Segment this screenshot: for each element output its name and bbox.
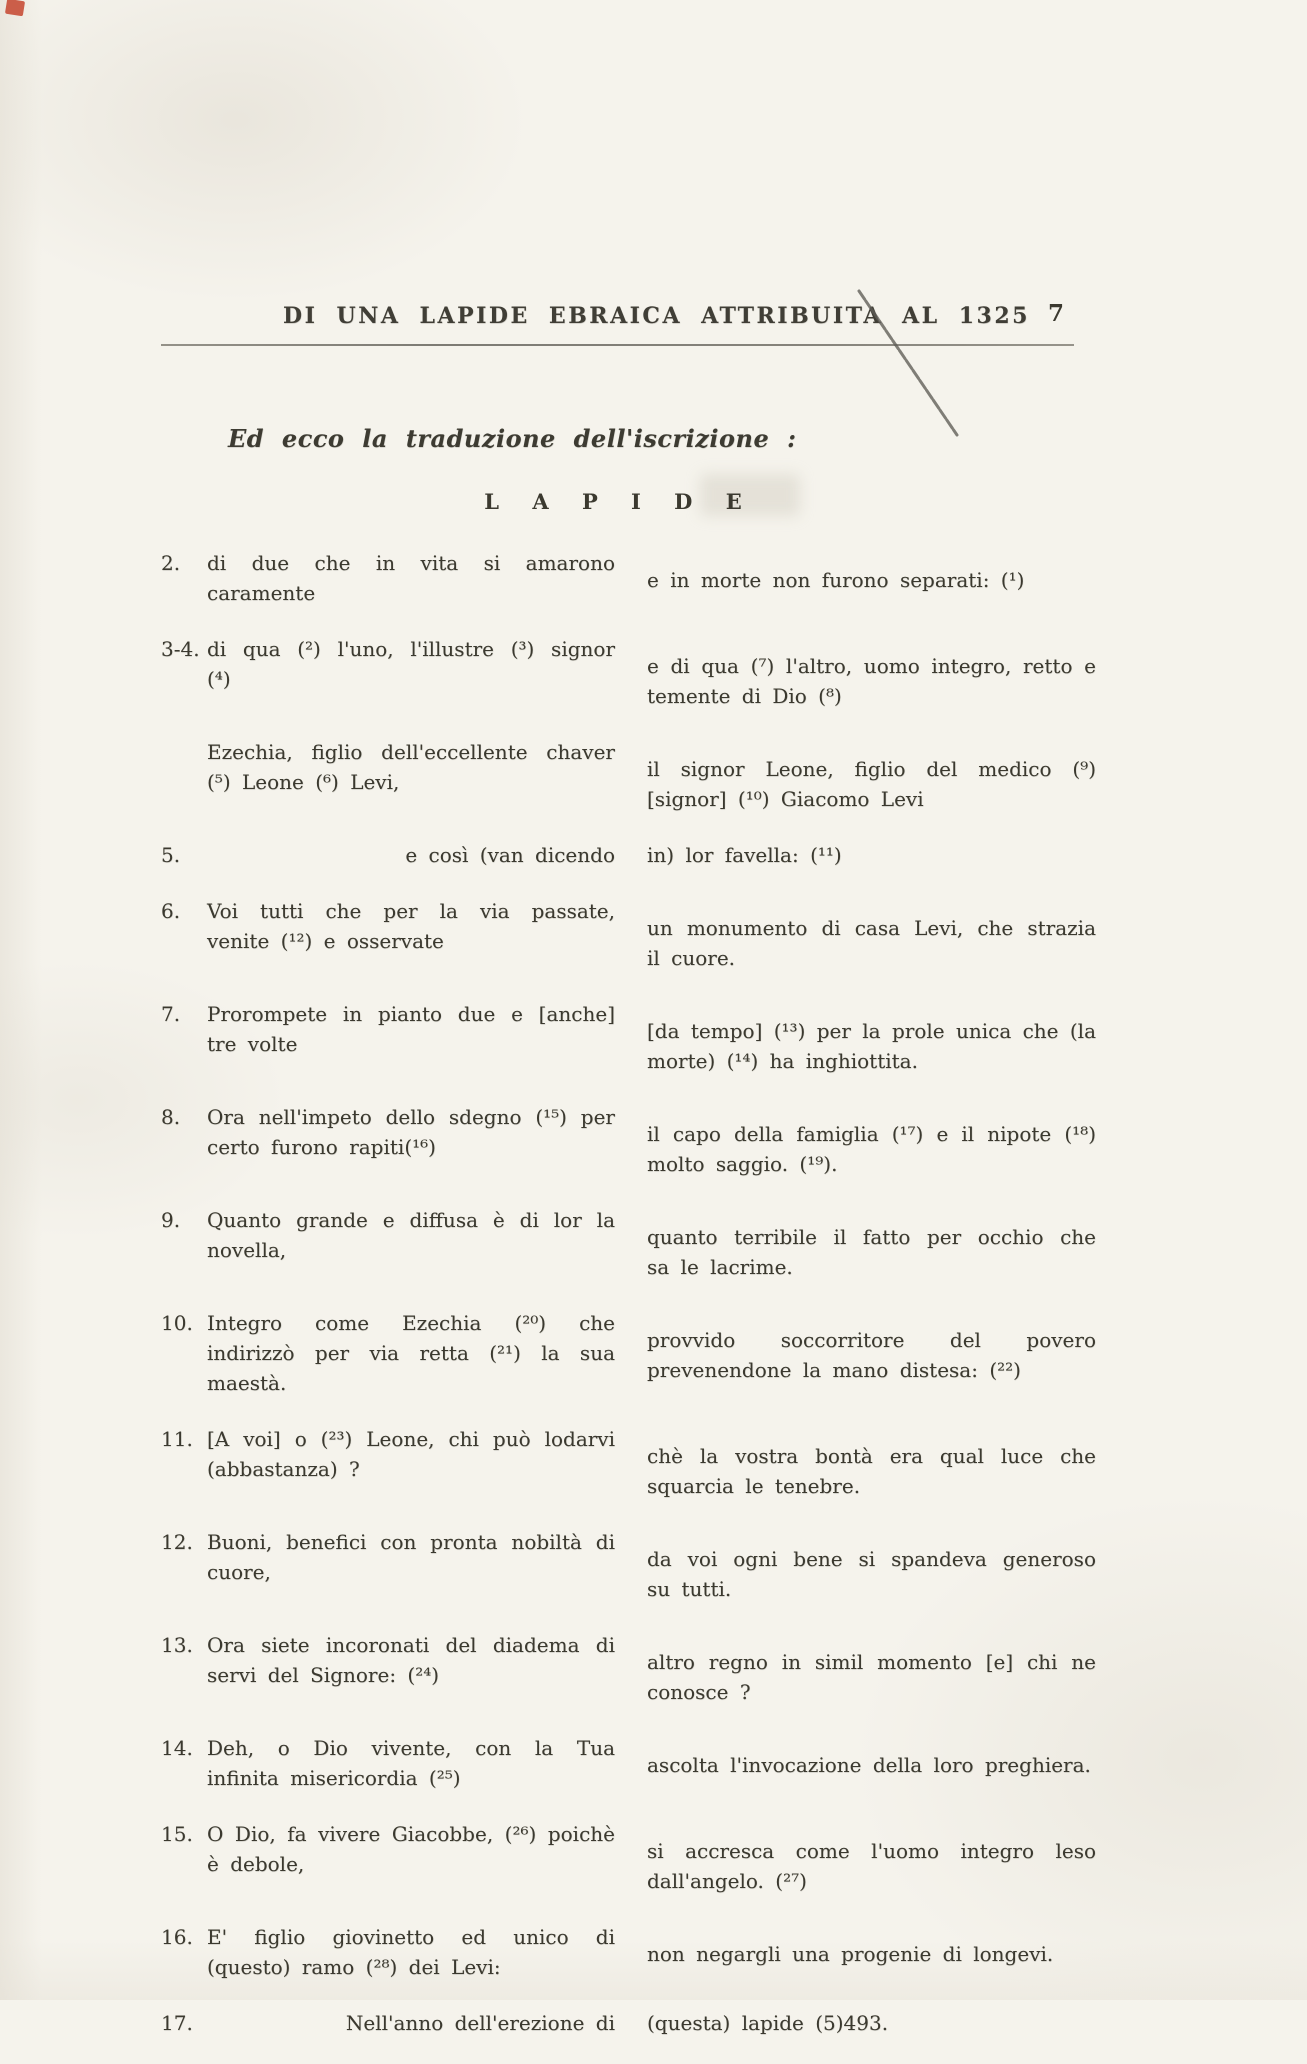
verse-row — [161, 1308, 1096, 1398]
verse-left-text: Ora siete incoronati del diadema di servi del Signore: (²⁴) — [207, 1633, 615, 1687]
verse-number: 17. — [161, 2011, 193, 2035]
verse-row — [161, 1205, 1096, 1282]
verse-row — [161, 1819, 1096, 1896]
section-title: L A P I D E — [484, 489, 749, 514]
verse-row — [161, 737, 1096, 814]
verse-left-text: Ezechia, figlio dell'eccellente chaver (⁵) Leone (⁶) Levi, — [207, 740, 615, 794]
intro-line: Ed ecco la traduzione dell'iscrizione : — [228, 424, 797, 453]
verse-number: 15. — [161, 1822, 193, 1846]
verse-right-text: da voi ogni bene si spandeva generoso su tutti. — [647, 1547, 1096, 1601]
verse-right-text: il capo della famiglia (¹⁷) e il nipote (¹⁸) molto saggio. (¹⁹). — [647, 1122, 1096, 1176]
verse-row — [161, 999, 1096, 1076]
verse-row — [161, 1424, 1096, 1501]
verse-number: 2. — [161, 551, 181, 575]
verse-left-text: Buoni, benefici con pronta nobiltà di cuore, — [207, 1530, 615, 1584]
verse-row — [161, 840, 1096, 870]
verse-right-text: [da tempo] (¹³) per la prole unica che (la morte) (¹⁴) ha inghiottita. — [647, 1019, 1096, 1073]
verse-number — [161, 737, 207, 814]
verse-number: 7. — [161, 1002, 181, 1026]
pen-scratch-mark — [845, 283, 975, 448]
verse-row — [161, 2008, 1096, 2038]
verse-left-text: Integro come Ezechia (²⁰) che indirizzò per via retta (²¹) la sua maestà. — [207, 1311, 615, 1395]
verse-left-text: O Dio, fa vivere Giacobbe, (²⁶) poichè è debole, — [207, 1822, 615, 1876]
verse-number: 16. — [161, 1925, 193, 1949]
verse-right-text: in) lor favella: (¹¹) — [647, 843, 842, 867]
verse-number: 10. — [161, 1311, 193, 1335]
verse-number: 3-4. — [161, 637, 200, 661]
verse-right-text: e in morte non furono separati: (¹) — [647, 568, 1025, 592]
translation-columns — [161, 548, 1096, 2064]
verse-left-text: [A voi] o (²³) Leone, chi può lodarvi (abbastanza) ? — [207, 1427, 615, 1481]
verse-number: 5. — [161, 843, 181, 867]
running-title: DI UNA LAPIDE EBRAICA ATTRIBUITA AL 1325 — [283, 303, 1030, 329]
verse-number: 12. — [161, 1530, 193, 1554]
verse-left-text: Quanto grande e diffusa è di lor la novella, — [207, 1208, 615, 1262]
verse-right-text: provvido soccorritore del povero prevenendone la mano distesa: (²²) — [647, 1328, 1096, 1382]
verse-left-text: Ora nell'impeto dello sdegno (¹⁵) per certo furono rapiti(¹⁶) — [207, 1105, 615, 1159]
verse-right-text: (questa) lapide (5)493. — [647, 2011, 889, 2035]
verse-number: 6. — [161, 899, 181, 923]
verse-left-text: Voi tutti che per la via passate, venite (¹²) e osservate — [207, 899, 615, 953]
verse-left-text: e così (van dicendo — [405, 843, 615, 867]
verse-number: 11. — [161, 1427, 193, 1451]
verse-right-text: un monumento di casa Levi, che strazia il cuore. — [647, 916, 1096, 970]
verse-number: 9. — [161, 1208, 181, 1232]
verse-row — [161, 548, 1096, 608]
verse-row — [161, 1527, 1096, 1604]
verse-row — [161, 896, 1096, 973]
verse-right-text: non negargli una progenie di longevi. — [647, 1942, 1054, 1966]
verse-number: 14. — [161, 1736, 193, 1760]
verse-right-text: il signor Leone, figlio del medico (⁹) [signor] (¹⁰) Giacomo Levi — [647, 757, 1096, 811]
verse-row — [161, 1733, 1096, 1793]
verse-left-text: Nell'anno dell'erezione di — [345, 2011, 615, 2035]
red-mark — [5, 0, 25, 16]
verse-number: 13. — [161, 1633, 193, 1657]
verse-left-text: di due che in vita si amarono caramente — [207, 551, 615, 605]
verse-left-text: Prorompete in pianto due e [anche] tre volte — [207, 1002, 615, 1056]
verse-row — [161, 1922, 1096, 1982]
verse-right-text: altro regno in simil momento [e] chi ne conosce ? — [647, 1650, 1096, 1704]
verse-right-text: e di qua (⁷) l'altro, uomo integro, retto e temente di Dio (⁸) — [647, 654, 1096, 708]
page-number: 7 — [1048, 300, 1065, 327]
verse-left-text: Deh, o Dio vivente, con la Tua infinita misericordia (²⁵) — [207, 1736, 615, 1790]
verse-left-text: di qua (²) l'uno, l'illustre (³) signor (⁴) — [207, 637, 615, 691]
verse-row — [161, 634, 1096, 711]
verse-row — [161, 1630, 1096, 1707]
verse-number: 8. — [161, 1105, 181, 1129]
verse-left-text: E' figlio giovinetto ed unico di (questo) ramo (²⁸) dei Levi: — [207, 1925, 615, 1979]
verse-right-text: ascolta l'invocazione della loro preghiera. — [647, 1753, 1091, 1777]
verse-row — [161, 1102, 1096, 1179]
verse-right-text: si accresca come l'uomo integro leso dall'angelo. (²⁷) — [647, 1839, 1096, 1893]
verse-right-text: chè la vostra bontà era qual luce che squarcia le tenebre. — [647, 1444, 1096, 1498]
verse-right-text: quanto terribile il fatto per occhio che sa le lacrime. — [647, 1225, 1096, 1279]
